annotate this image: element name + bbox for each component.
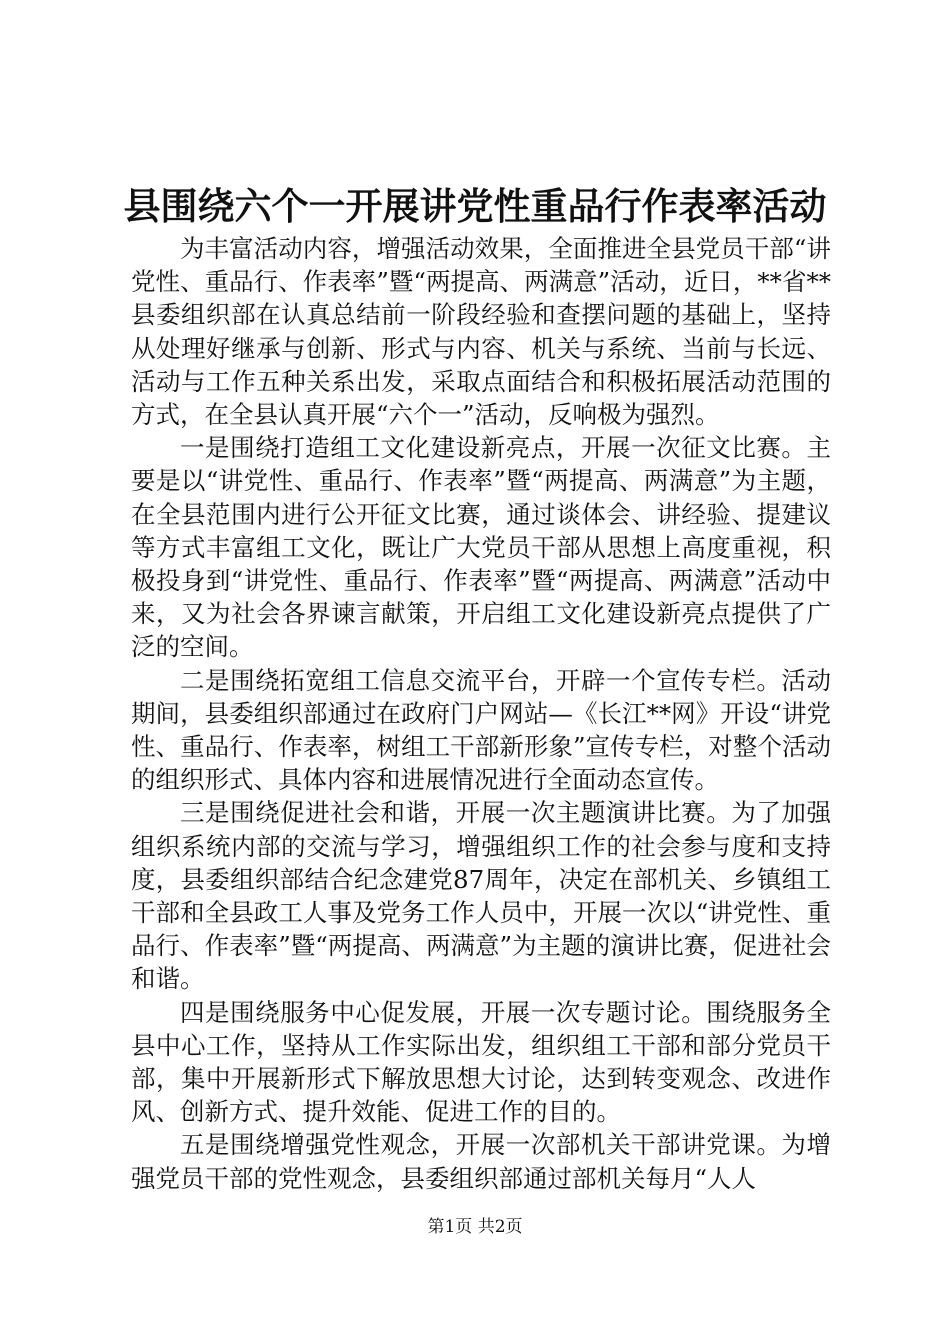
document-body xyxy=(131,232,831,1195)
paragraph-item-2: 二是围绕拓宽组工信息交流平台，开辟一个宣传专栏。活动期间，县委组织部通过在政府门户网站—《长江**网》开设“讲党性、重品行、作表率，树组工干部新形象”宣传专栏，对整个活动的组织形式、具体内容和进展情况进行全面动态宣传。 xyxy=(131,665,831,795)
paragraph-item-5: 五是围绕增强党性观念，开展一次部机关干部讲党课。为增强党员干部的党性观念，县委组织部通过部机关每月“人人 xyxy=(131,1130,831,1193)
document-title: 县围绕六个一开展讲党性重品行作表率活动 xyxy=(123,184,827,228)
paragraph-item-1: 一是围绕打造组工文化建设新亮点，开展一次征文比赛。主要是以“讲党性、重品行、作表率”暨“两提高、两满意”为主题，在全县范围内进行公开征文比赛，通过谈体会、讲经验、提建议等方式丰富组工文化，既让广大党员干部从思想上高度重视，积极投身到“讲党性、重品行、作表率”暨“两提高、两满意”活动中来，又为社会各界谏言献策，开启组工文化建设新亮点提供了广泛的空间。 xyxy=(131,433,831,662)
paragraph-item-4: 四是围绕服务中心促发展，开展一次专题讨论。围绕服务全县中心工作，坚持从工作实际出发，组织组工干部和部分党员干部，集中开展新形式下解放思想大讨论，达到转变观念、改进作风、创新方式、提升效能、促进工作的目的。 xyxy=(131,997,831,1127)
paragraph-intro: 为丰富活动内容，增强活动效果，全面推进全县党员干部“讲党性、重品行、作表率”暨“两提高、两满意”活动，近日，**省**县委组织部在认真总结前一阶段经验和查摆问题的基础上，坚持从处理好继承与创新、形式与内容、机关与系统、当前与长远、活动与工作五种关系出发，采取点面结合和积极拓展活动范围的方式，在全县认真开展“六个一”活动，反响极为强烈。 xyxy=(131,234,831,430)
page-number-footer: 第1页 共2页 xyxy=(427,1217,523,1237)
paragraph-item-3: 三是围绕促进社会和谐，开展一次主题演讲比赛。为了加强组织系统内部的交流与学习，增强组织工作的社会参与度和支持度，县委组织部结合纪念建党87周年，决定在部机关、乡镇组工干部和全县政工人事及党务工作人员中，开展一次以“讲党性、重品行、作表率”暨“两提高、两满意”为主题的演讲比赛，促进社会和谐。 xyxy=(131,798,831,994)
